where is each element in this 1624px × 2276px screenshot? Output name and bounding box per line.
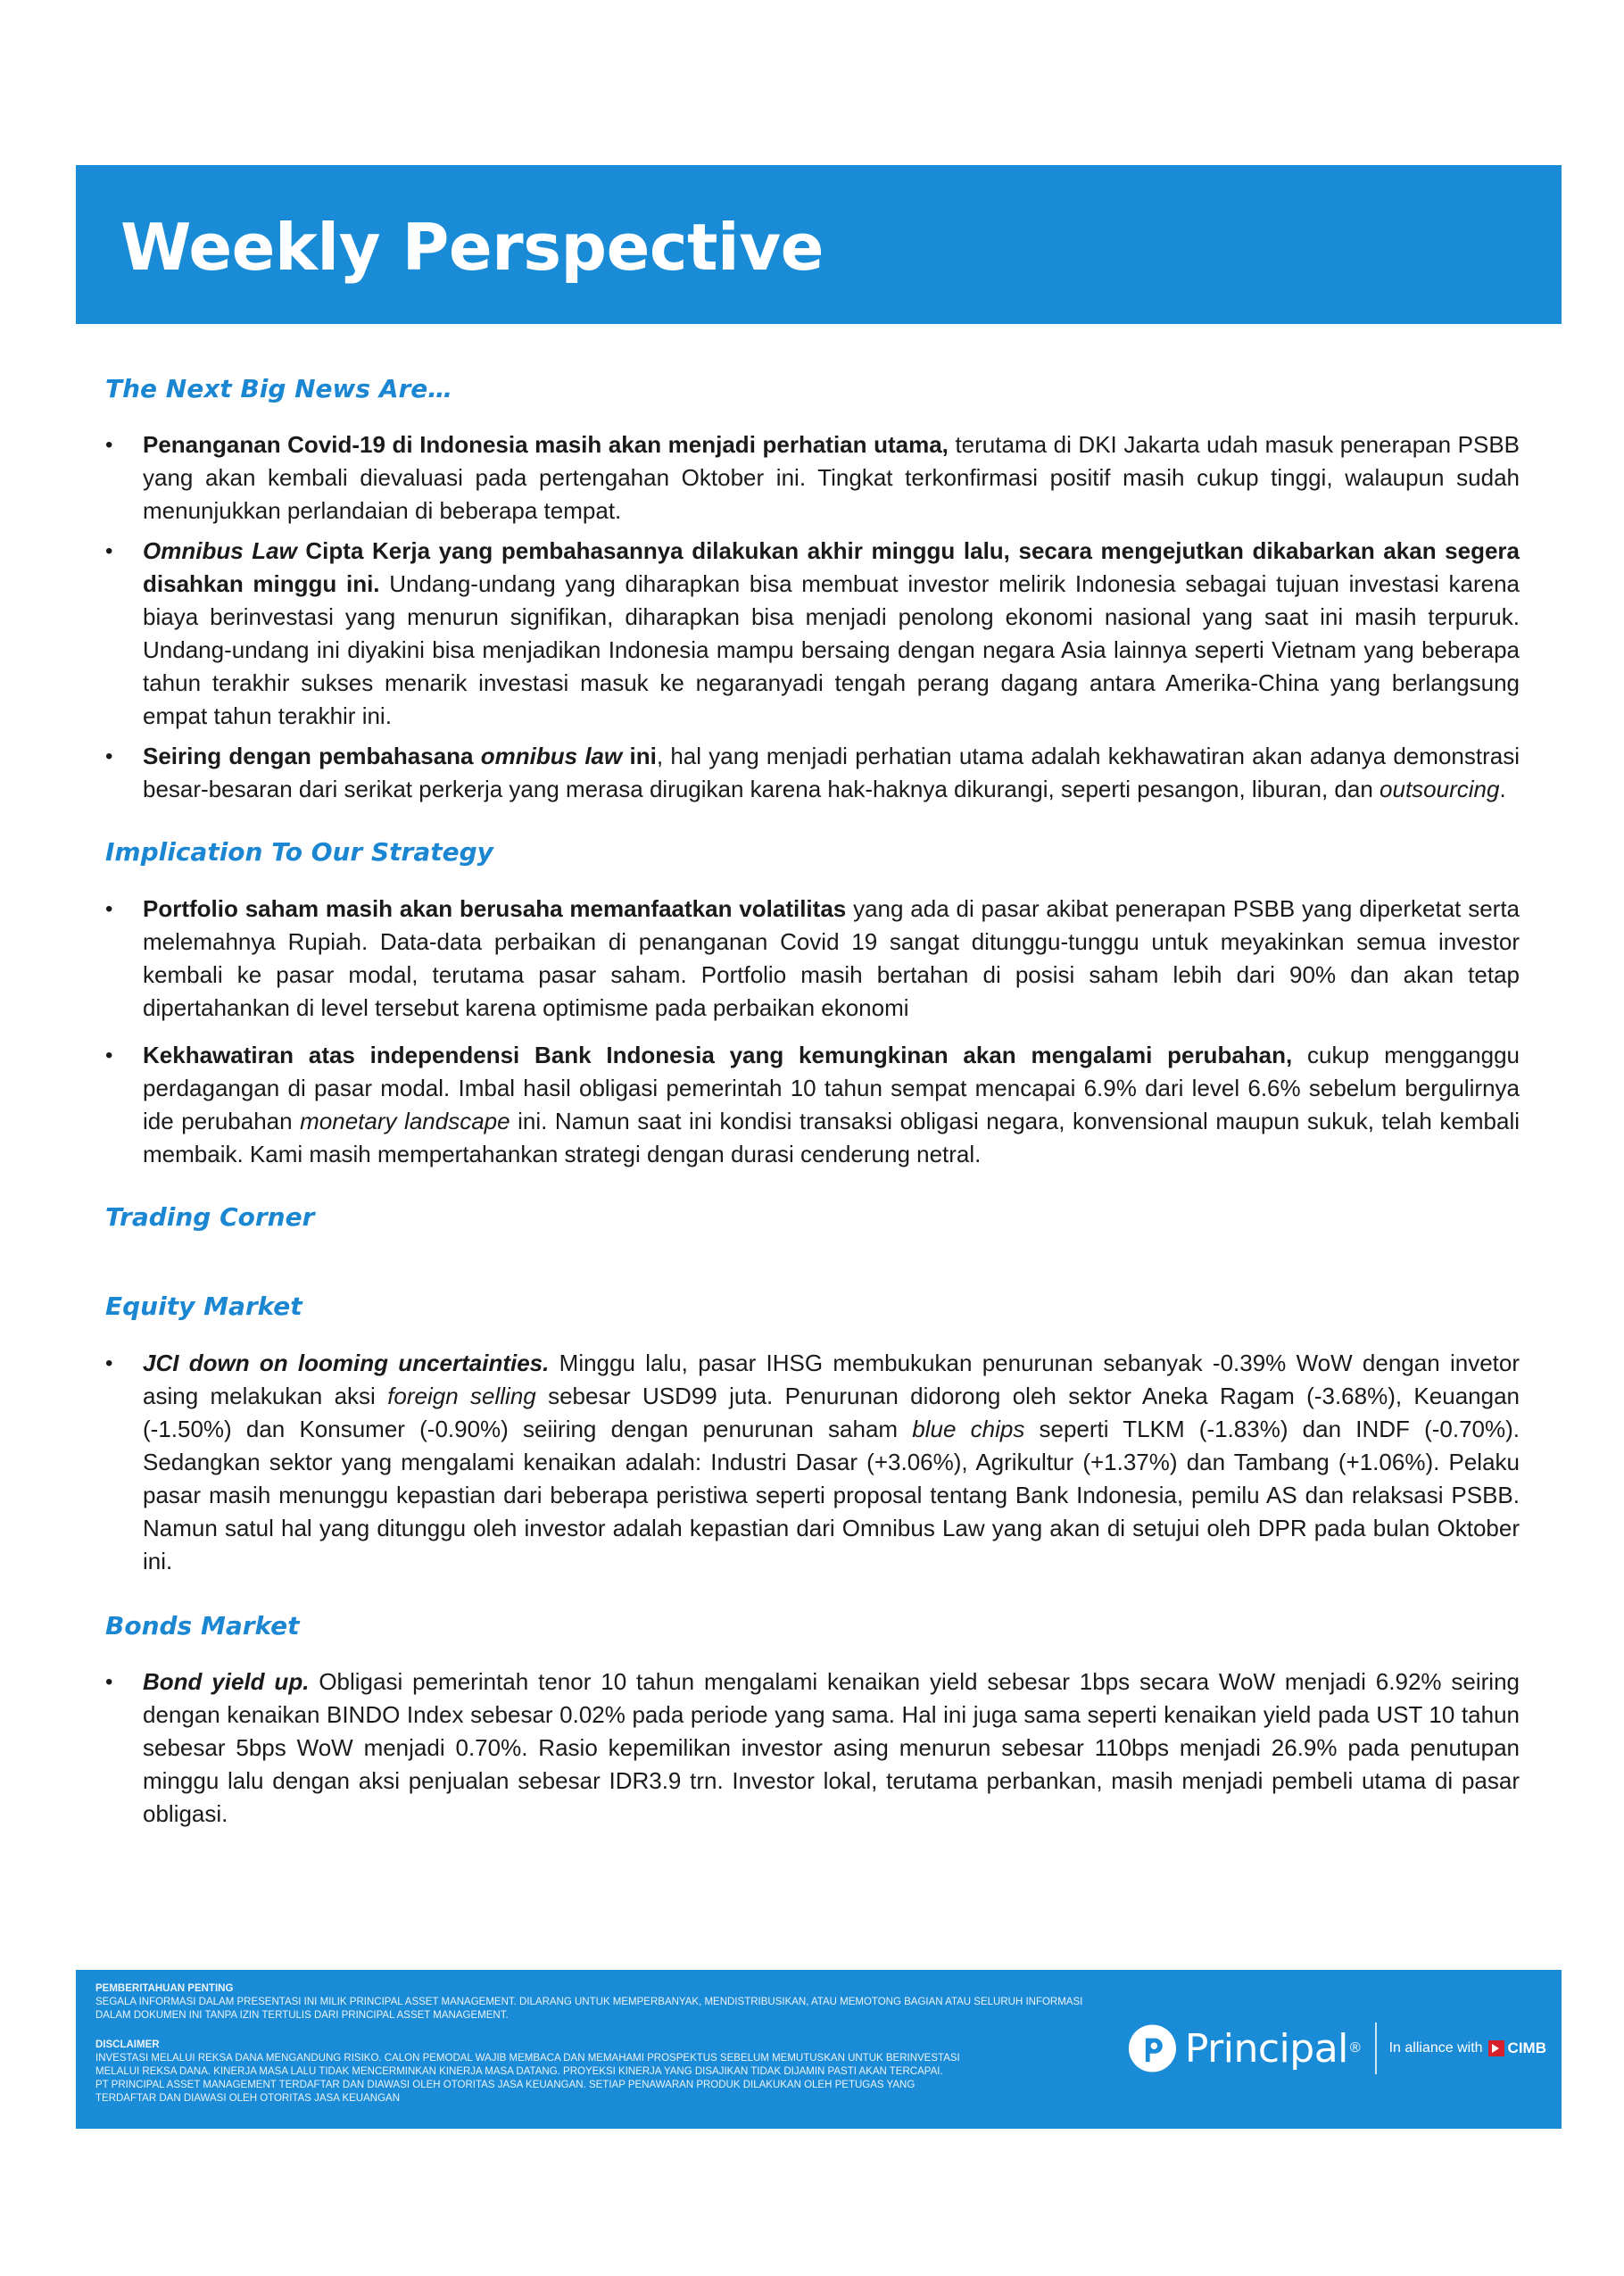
main-content — [105, 373, 1520, 1831]
list-item — [105, 1665, 1520, 1831]
section-heading-trading-corner: Trading Corner — [105, 1201, 315, 1232]
bullet-bold-text: Kekhawatiran atas independensi Bank Indonesia yang kemungkinan akan mengalami perubahan, — [143, 1041, 1293, 1068]
alliance-label — [1389, 2039, 1546, 2057]
principal-logo — [1127, 2014, 1546, 2082]
equity-list — [105, 1347, 1520, 1578]
logo-name: Principal — [1184, 2025, 1348, 2072]
bullet-bold-text: Portfolio saham masih akan berusaha memanfaatkan volatilitas — [143, 894, 847, 922]
section-heading-bonds-market: Bonds Market — [105, 1610, 300, 1641]
bullet-bold-italic-text: omnibus law — [480, 743, 623, 770]
bullet-text: . — [1499, 776, 1506, 803]
next-big-news-list — [105, 428, 1520, 806]
list-item — [105, 428, 1520, 527]
section-heading-implication: Implication To Our Strategy — [105, 837, 493, 868]
list-item — [105, 893, 1520, 1025]
alliance-text: In alliance with — [1388, 2040, 1483, 2056]
bullet-bold-italic-text: Bond yield up. — [143, 1667, 310, 1695]
bullet-text: ini. Namun saat ini kondisi transaksi obligasi negara, konvensional maupun sukuk, telah kembali membaik. Kami masih mempertahankan strategi dengan durasi cenderung netral. — [143, 1107, 1520, 1167]
section-heading-equity-market: Equity Market — [105, 1292, 302, 1322]
bullet-text: sebesar USD99 juta. Penurunan didorong oleh sektor Aneka Ragam (-3.68%), Keuangan (-1.50%) dan Konsumer (-0.90%) seiiring dengan penurunan saham — [143, 1382, 1520, 1442]
bonds-list — [105, 1665, 1520, 1831]
bullet-bold-text: Penanganan Covid-19 di Indonesia masih akan menjadi perhatian utama, — [143, 431, 949, 459]
bullet-bold-text: Seiring dengan pembahasana — [143, 743, 481, 770]
disclaimer-heading: DISCLAIMER — [95, 2039, 160, 2050]
bullet-text: Undang-undang yang diharapkan bisa membuat investor melirik Indonesia sebagai tujuan investasi karena biaya berinvestasi yang menurun signifikan, diharapkan bisa menjadi penolong ekonomi nasional yang saat ini masih terpuruk. Undang-undang ini diyakini bisa menjadikan Indonesia mampu bersaing dengan negara Asia lainnya seperti Vietnam yang beberapa tahun terakhir sukses menarik investasi masuk ke negaranyadi tengah perang dagang antara Amerika-China yang berlangsung empat tahun terakhir ini. — [143, 570, 1520, 730]
implication-list — [105, 893, 1520, 1171]
alliance-partner: CIMB — [1507, 2039, 1546, 2056]
cimb-logo-icon — [1488, 2040, 1504, 2056]
list-item — [105, 1347, 1520, 1578]
bullet-text: seperti TLKM (-1.83%) dan INDF (-0.70%). Sedangkan sektor yang mengalami kenaikan adalah: Industri Dasar (+3.06%), Agrikultur (+1.37%) dan Tambang (+1.06%). Pelaku pasar masih menunggu kepastian dari beberapa peristiwa seperti proposal tentang Bank Indonesia, pemilu AS dan relaksasi PSBB. Namun satul hal yang ditunggu oleh investor adalah kepastian dari Omnibus Law yang akan di setujui oleh DPR pada bulan Oktober ini. — [143, 1415, 1520, 1574]
disclaimer-line: TERDAFTAR DAN DIAWASI OLEH OTORITAS JASA KEUANGAN — [95, 2093, 401, 2104]
footer-disclaimer — [95, 1982, 1220, 2106]
disclaimer-line: INVESTASI MELALUI REKSA DANA MENGANDUNG RISIKO. CALON PEMODAL WAJIB MEMBACA DAN MEMAHAMI PROSPEKTUS SEBELUM MEMUTUSKAN UNTUK BERINVESTASI — [95, 2053, 960, 2064]
bullet-text: Obligasi pemerintah tenor 10 tahun mengalami kenaikan yield sebesar 1bps secara WoW menjadi 6.92% seiring dengan kenaikan BINDO Index sebesar 0.02% pada periode yang sama. Hal ini juga sama seperti kenaikan yield pada UST 10 tahun sebesar 5bps WoW menjadi 0.70%. Rasio kepemilikan investor asing menurun sebesar 110bps menjadi 26.9% pada penutupan minggu lalu dengan aksi penjualan sebesar IDR3.9 trn. Investor lokal, terutama perbankan, masih menjadi pembeli utama di pasar obligasi. — [143, 1667, 1520, 1827]
bullet-bold-text: ini — [622, 743, 657, 770]
bullet-text: yang ada di pasar akibat penerapan PSBB yang diperketat serta melemahnya Rupiah. Data-data perbaikan di penanganan Covid 19 sangat ditunggu-tunggu untuk meyakinkan semua investor kembali ke pasar modal, terutama pasar saham. Portfolio masih bertahan di posisi saham lebih dari 90% dan akan tetap dipertahankan di level tersebut karena optimisme pada perbaikan ekonomi — [143, 894, 1520, 1021]
notice-heading: PEMBERITAHUAN PENTING — [95, 1983, 234, 1994]
bullet-bold-text: Cipta Kerja yang pembahasannya dilakukan akhir minggu lalu, secara mengejutkan dikabarkan akan segera disahkan minggu ini. — [143, 537, 1520, 598]
list-item — [105, 740, 1520, 806]
bullet-italic-text: blue chips — [912, 1415, 1025, 1442]
section-heading-next-big-news: The Next Big News Are… — [105, 374, 453, 403]
page-title: Weekly Perspective — [120, 210, 824, 285]
disclaimer-line: PT PRINCIPAL ASSET MANAGEMENT TERDAFTAR DAN DIAWASI OLEH OTORITAS JASA KEUANGAN. SETIAP PENAWARAN PRODUK DILAKUKAN OLEH PETUGAS YANG — [95, 2080, 916, 2090]
bullet-italic-text: monetary landscape — [300, 1107, 510, 1134]
bullet-bold-italic-text: Omnibus Law — [143, 537, 297, 565]
bullet-text: cukup mengganggu perdagangan di pasar modal. Imbal hasil obligasi pemerintah 10 tahun sempat mencapai 6.9% dari level 6.6% sebelum bergulirnya ide perubahan — [143, 1041, 1520, 1134]
list-item — [105, 1039, 1520, 1171]
bullet-italic-text: foreign selling — [387, 1382, 536, 1409]
bullet-text: terutama di DKI Jakarta udah masuk penerapan PSBB yang akan kembali dievaluasi pada pertengahan Oktober ini. Tingkat terkonfirmasi positif masih cukup tinggi, walaupun sudah menunjukkan perlandaian di beberapa tempat. — [143, 431, 1520, 525]
principal-mark-icon — [1127, 2022, 1178, 2075]
registered-mark: ® — [1349, 2040, 1361, 2056]
notice-line: SEGALA INFORMASI DALAM PRESENTASI INI MILIK PRINCIPAL ASSET MANAGEMENT. DILARANG UNTUK MEMPERBANYAK, MENDISTRIBUSIKAN, ATAU MEMOTONG BAGIAN ATAU SELURUH INFORMASI — [95, 1997, 1083, 2007]
disclaimer-line: MELALUI REKSA DANA. KINERJA MASA LALU TIDAK MENCERMINKAN KINERJA MASA DATANG. PROYEKSI KINERJA YANG DISAJIKAN TIDAK DIJAMIN PASTI AKAN TERCAPAI. — [95, 2066, 943, 2077]
footer-band — [76, 1970, 1562, 2129]
bullet-bold-italic-text: JCI down on looming uncertainties. — [143, 1349, 550, 1376]
logo-divider — [1375, 2023, 1377, 2074]
bullet-italic-text: outsourcing — [1380, 776, 1500, 803]
header-band — [76, 165, 1562, 324]
notice-line: DALAM DOKUMEN INI TANPA IZIN TERTULIS DARI PRINCIPAL ASSET MANAGEMENT. — [95, 2010, 509, 2021]
bullet-text: Minggu lalu, pasar IHSG membukukan penurunan sebanyak -0.39% WoW dengan invetor asing melakukan aksi — [143, 1349, 1520, 1409]
list-item — [105, 535, 1520, 733]
bullet-text: , hal yang menjadi perhatian utama adalah kekhawatiran akan adanya demonstrasi besar-besaran dari serikat perkerja yang merasa dirugikan karena hak-haknya dikurangi, seperti pesangon, liburan, dan — [143, 743, 1520, 803]
